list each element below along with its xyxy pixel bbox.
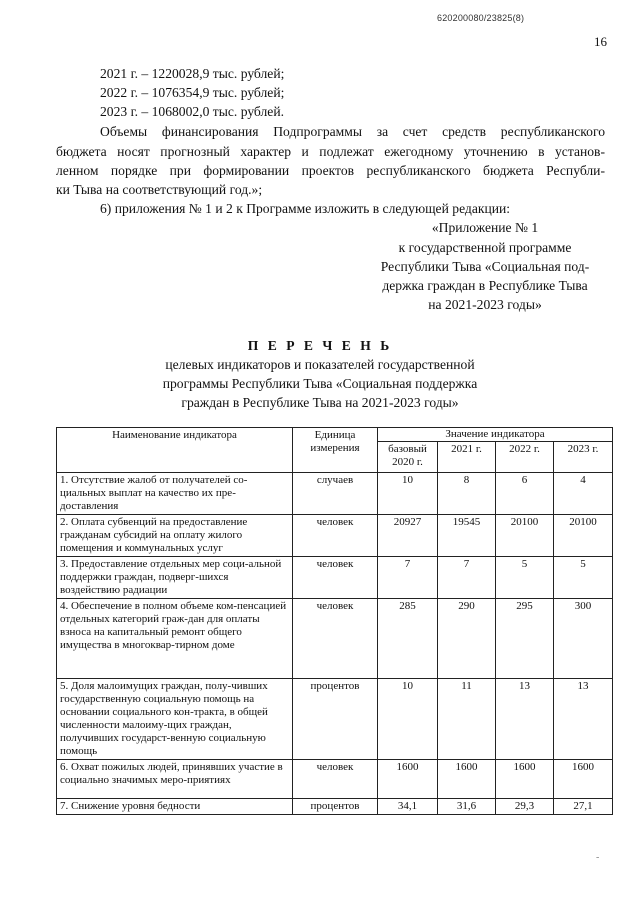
table-row: [57, 557, 613, 599]
value-2023: 13: [554, 679, 613, 760]
indicator-unit: человек: [293, 599, 378, 679]
list-title: П Е Р Е Ч Е Н Ь: [247, 338, 393, 353]
table-header-row: [57, 428, 613, 442]
value-2021: 1600: [438, 760, 496, 799]
table-row: [57, 599, 613, 679]
header-2022: 2022 г.: [496, 442, 554, 473]
funding-line-2023: 2023 г. – 1068002,0 тыс. рублей.: [100, 104, 284, 119]
scan-mark: -: [596, 852, 600, 863]
funding-line-2021: 2021 г. – 1220028,9 тыс. рублей;: [100, 66, 285, 81]
value-2022: 5: [496, 557, 554, 599]
table-row: [57, 799, 613, 815]
indicator-name: 7. Снижение уровня бедности: [57, 799, 293, 815]
value-2022: 6: [496, 473, 554, 515]
value-2023: 20100: [554, 515, 613, 557]
indicator-unit: процентов: [293, 679, 378, 760]
item-6: 6) приложения № 1 и 2 к Программе изложить в следующей редакции:: [100, 201, 511, 216]
value-base: 1600: [378, 760, 438, 799]
value-base: 10: [378, 473, 438, 515]
title-line-3: граждан в Республике Тыва на 2021-2023 годы»: [181, 395, 459, 410]
header-name: Наименование индикатора: [57, 428, 293, 473]
page-number: 16: [594, 34, 607, 49]
indicator-unit: случаев: [293, 473, 378, 515]
value-2023: 4: [554, 473, 613, 515]
value-2023: 300: [554, 599, 613, 679]
value-2021: 19545: [438, 515, 496, 557]
value-2023: 1600: [554, 760, 613, 799]
table-row: [57, 473, 613, 515]
value-base: 7: [378, 557, 438, 599]
header-unit: Единица измерения: [293, 428, 378, 473]
indicator-name: 4. Обеспечение в полном объеме ком-пенсацией отдельных категорий граж-дан для оплаты взноса на капитальный ремонт общего имущества в многоквар-тирном доме: [57, 599, 293, 679]
appendix-line-3: Республики Тыва «Социальная под-: [380, 259, 590, 274]
paragraph-line-3: ленном порядке при формировании проектов республиканского бюджета Республи-: [56, 163, 605, 178]
indicator-unit: человек: [293, 515, 378, 557]
indicators-table: [56, 427, 613, 815]
title-line-2: программы Республики Тыва «Социальная поддержка: [162, 376, 478, 391]
value-base: 285: [378, 599, 438, 679]
value-2022: 29,3: [496, 799, 554, 815]
document-id: 620200080/23825(8): [437, 13, 525, 23]
paragraph-line-1: Объемы финансирования Подпрограммы за счет средств республиканского: [100, 124, 605, 139]
value-2021: 31,6: [438, 799, 496, 815]
appendix-line-1: «Приложение № 1: [431, 220, 539, 235]
value-2022: 1600: [496, 760, 554, 799]
table-row: [57, 679, 613, 760]
header-2021: 2021 г.: [438, 442, 496, 473]
title-line-1: целевых индикаторов и показателей государственной: [165, 357, 475, 372]
value-2022: 295: [496, 599, 554, 679]
paragraph-line-4: ки Тыва на соответствующий год.»;: [56, 182, 263, 197]
indicator-unit: человек: [293, 760, 378, 799]
value-2021: 11: [438, 679, 496, 760]
value-base: 20927: [378, 515, 438, 557]
header-2023: 2023 г.: [554, 442, 613, 473]
indicator-name: 5. Доля малоимущих граждан, полу-чивших государственную социальную помощь на основании социального кон-тракта, в общей численности малоиму-щих граждан, получивших государст-венную социальную помощь: [57, 679, 293, 760]
value-2023: 27,1: [554, 799, 613, 815]
indicator-name: 1. Отсутствие жалоб от получателей со-циальных выплат на качество их пре-доставления: [57, 473, 293, 515]
indicator-name: 2. Оплата субвенций на предоставление гражданам субсидий на оплату жилого помещения и коммунальных услуг: [57, 515, 293, 557]
indicator-name: 3. Предоставление отдельных мер соци-альной поддержки граждан, подверг-шихся воздействию радиации: [57, 557, 293, 599]
header-value: Значение индикатора: [378, 428, 613, 442]
value-2021: 7: [438, 557, 496, 599]
paragraph-line-2: бюджета носят прогнозный характер и подлежат ежегодному уточнению в установ-: [56, 144, 605, 159]
table-row: [57, 515, 613, 557]
appendix-line-5: на 2021-2023 годы»: [428, 297, 542, 312]
value-2021: 8: [438, 473, 496, 515]
table-row: [57, 760, 613, 799]
funding-line-2022: 2022 г. – 1076354,9 тыс. рублей;: [100, 85, 285, 100]
value-base: 10: [378, 679, 438, 760]
value-2022: 13: [496, 679, 554, 760]
value-base: 34,1: [378, 799, 438, 815]
value-2023: 5: [554, 557, 613, 599]
value-2022: 20100: [496, 515, 554, 557]
appendix-line-2: к государственной программе: [398, 240, 572, 255]
value-2021: 290: [438, 599, 496, 679]
indicator-unit: процентов: [293, 799, 378, 815]
appendix-line-4: держка граждан в Республике Тыва: [382, 278, 588, 293]
indicator-name: 6. Охват пожилых людей, принявших участие в социально значимых меро-приятиях: [57, 760, 293, 799]
indicator-unit: человек: [293, 557, 378, 599]
header-base: базовый 2020 г.: [378, 442, 438, 473]
